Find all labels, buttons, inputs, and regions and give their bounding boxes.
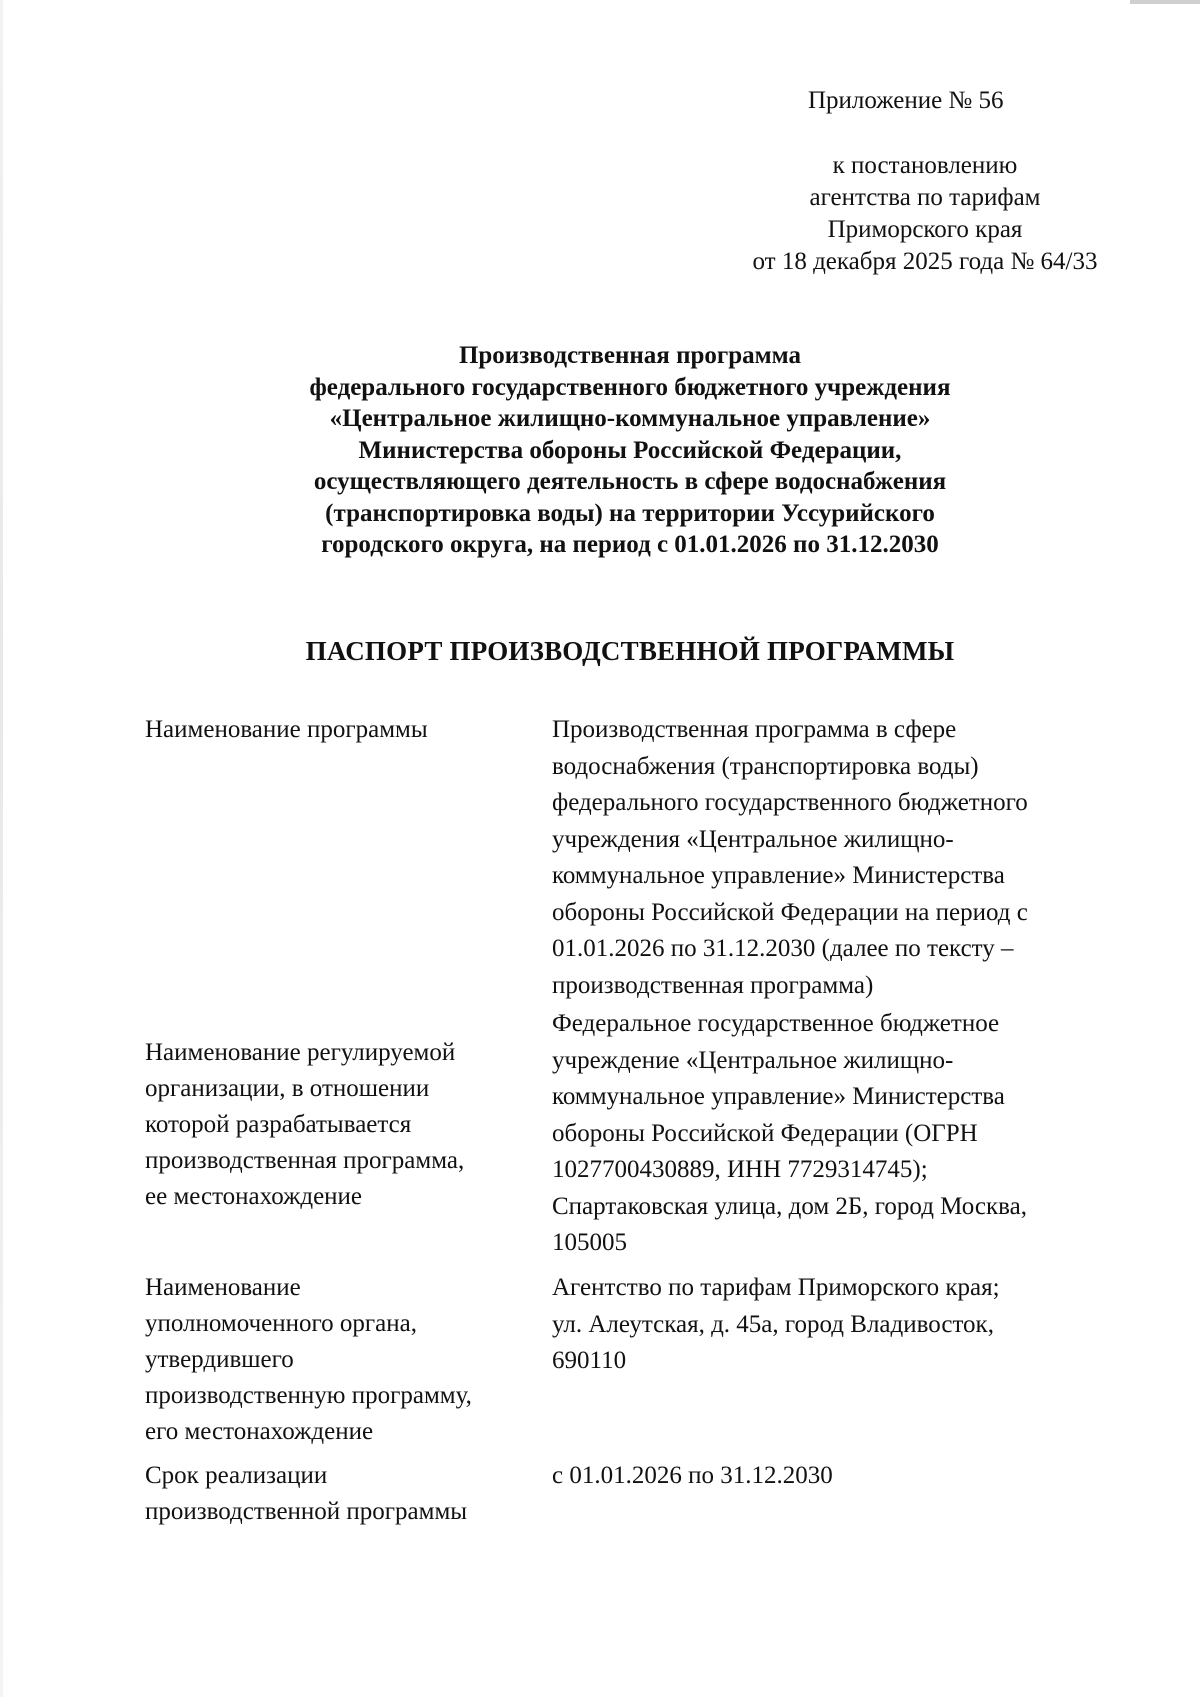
scan-edge-left — [0, 0, 3, 1697]
label-line: уполномоченного органа, — [145, 1310, 417, 1337]
value-line: федерального государственного бюджетного — [552, 789, 1028, 816]
value-line: 01.01.2026 по 31.12.2030 (далее по тексту – — [552, 935, 1014, 962]
label-line: производственной программы — [145, 1498, 468, 1525]
value-line: Спартаковская улица, дом 2Б, город Москва, — [552, 1192, 1027, 1220]
passport-heading: ПАСПОРТ ПРОИЗВОДСТВЕННОЙ ПРОГРАММЫ — [305, 636, 955, 666]
value-line: 690110 — [552, 1347, 627, 1374]
value-line: водоснабжения (транспортировка воды) — [552, 752, 979, 780]
passport-row-label — [145, 1458, 525, 1530]
value-line: ул. Алеутская, д. 45а, город Владивосток, — [552, 1310, 994, 1338]
label-line: которой разрабатывается — [145, 1111, 412, 1138]
value-line: Производственная программа в сфере — [552, 716, 957, 743]
label-line: ее местонахождение — [145, 1183, 363, 1210]
document-title — [130, 340, 1130, 561]
passport-row-value — [552, 1458, 1112, 1495]
document-title-line: Министерства обороны Российской Федерации, — [358, 436, 902, 464]
scan-edge-top — [1130, 0, 1200, 4]
label-line: утвердившего — [145, 1346, 294, 1373]
value-line: 1027700430889, ИНН 7729314745); — [552, 1156, 928, 1183]
document-title-line: городского округа, на период с 01.01.2026 по 31.12.2030 — [321, 531, 939, 558]
appendix-reference — [705, 150, 1145, 278]
label-line: Наименование регулируемой — [145, 1039, 456, 1066]
document-title-line: (транспортировка воды) на территории Уссурийского — [325, 499, 935, 527]
value-line: с 01.01.2026 по 31.12.2030 — [552, 1462, 833, 1489]
value-line: коммунальное управление» Министерства — [552, 862, 1005, 889]
value-line: учреждение «Центральное жилищно- — [552, 1046, 954, 1074]
value-line: производственная программа) — [552, 971, 874, 999]
label-line: Наименование — [145, 1274, 301, 1301]
passport-row-label — [145, 712, 525, 748]
value-line: Агентство по тарифам Приморского края; — [552, 1274, 1000, 1301]
value-line: Федеральное государственное бюджетное — [552, 1010, 1000, 1037]
passport-row-label — [145, 1035, 525, 1215]
document-title-line: «Центральное жилищно-коммунальное управление» — [329, 405, 931, 432]
passport-row-label — [145, 1270, 525, 1450]
value-line: 105005 — [552, 1229, 627, 1256]
label-line: производственную программу, — [145, 1382, 472, 1409]
value-line: учреждения «Центральное жилищно- — [552, 825, 954, 853]
document-title-line: осуществляющего деятельность в сфере водоснабжения — [313, 468, 947, 495]
document-title-line: федерального государственного бюджетного учреждения — [309, 373, 951, 401]
passport-row-value — [552, 1006, 1112, 1262]
passport-row-value — [552, 712, 1112, 1004]
appendix-line: Приморского края — [827, 216, 1023, 243]
appendix-line: от 18 декабря 2025 года № 64/33 — [752, 248, 1098, 275]
value-line: обороны Российской Федерации на период с — [552, 898, 1028, 926]
value-line: коммунальное управление» Министерства — [552, 1083, 1005, 1110]
label-line: Срок реализации — [145, 1462, 328, 1489]
document-title-line: Производственная программа — [458, 342, 802, 369]
label-line: Наименование программы — [145, 716, 428, 743]
label-line: его местонахождение — [145, 1418, 374, 1445]
value-line: обороны Российской Федерации (ОГРН — [552, 1119, 978, 1147]
label-line: производственная программа, — [145, 1147, 465, 1174]
appendix-line: к постановлению — [832, 152, 1018, 179]
passport-row-value — [552, 1270, 1112, 1380]
appendix-title: Приложение № 56 — [808, 87, 1004, 114]
appendix-line: агентства по тарифам — [809, 184, 1041, 211]
label-line: организации, в отношении — [145, 1075, 430, 1102]
